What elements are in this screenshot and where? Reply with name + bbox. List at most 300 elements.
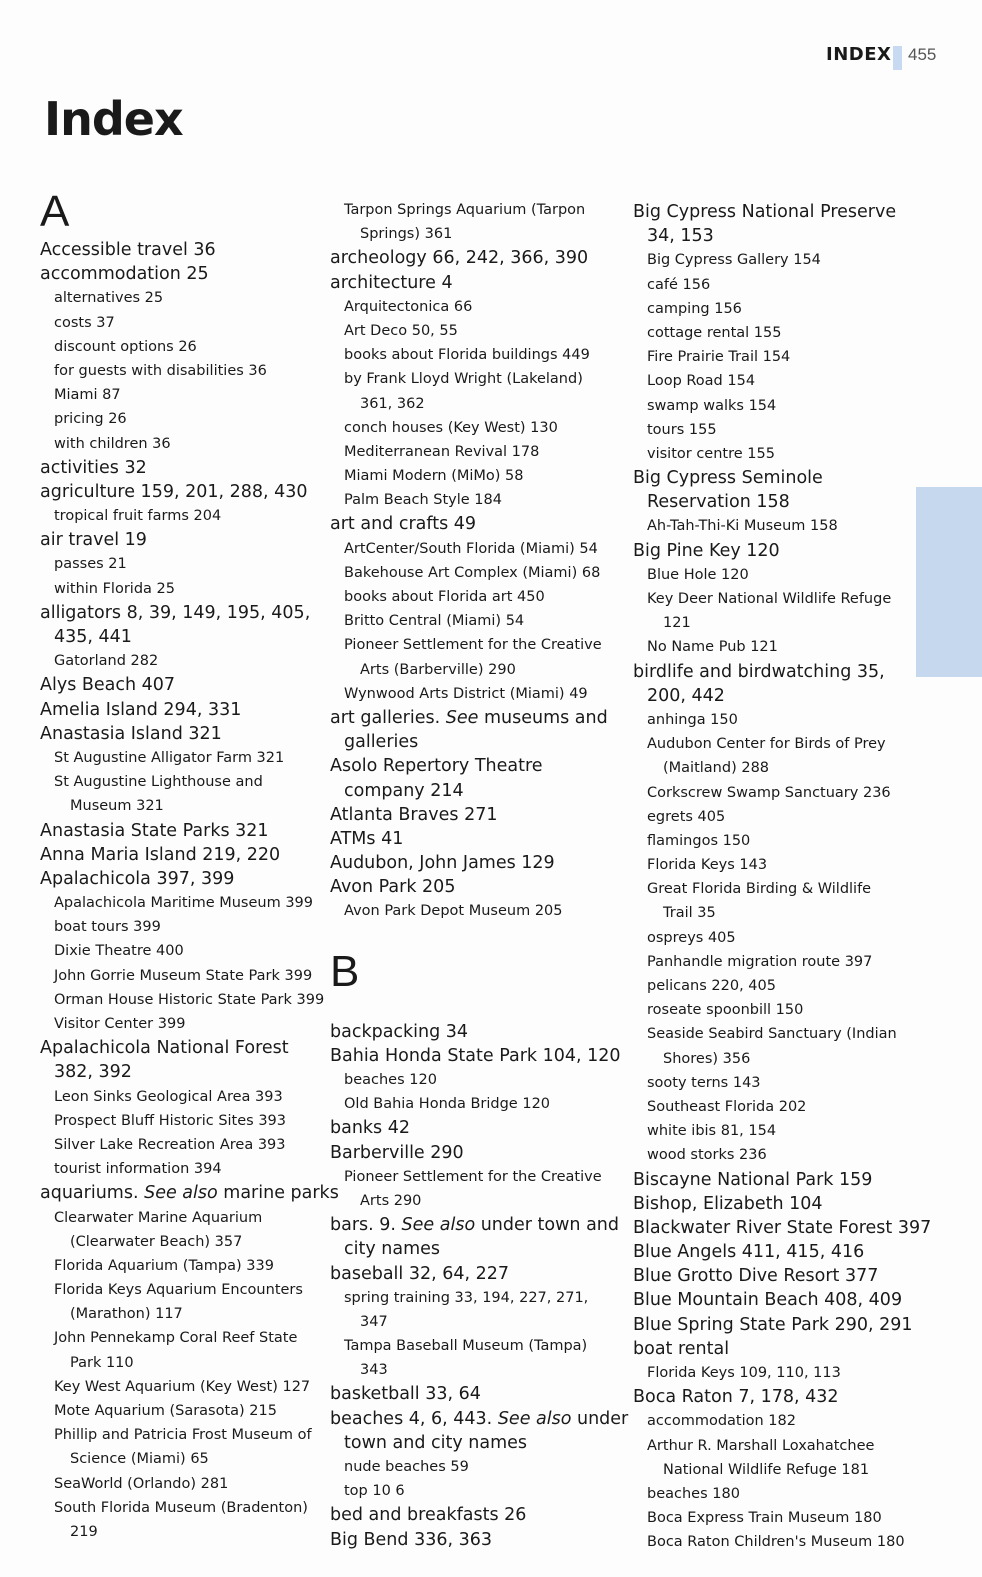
entry-line: agriculture 159, 201, 288, 430 — [40, 481, 308, 502]
entry-line: Audubon Center for Birds of Prey — [647, 736, 886, 753]
entry-line: Shores) 356 — [663, 1050, 751, 1067]
entry-line: Barberville 290 — [330, 1142, 464, 1163]
index-subentry — [40, 1496, 320, 1544]
index-subentry — [40, 359, 320, 383]
index-entry — [633, 539, 908, 563]
index-entry — [633, 1385, 908, 1409]
index-subentry — [330, 488, 620, 512]
entry-line: pelicans 220, 405 — [647, 978, 776, 994]
entry-line: egrets 405 — [647, 808, 726, 825]
entry-line: Boca Raton Children's Museum 180 — [647, 1534, 905, 1551]
entry-line: Silver Lake Recreation Area 393 — [54, 1136, 286, 1153]
index-subentry — [330, 1068, 620, 1092]
index-subentry — [40, 1109, 320, 1133]
index-subentry — [330, 585, 620, 609]
index-subentry — [330, 367, 620, 415]
entry-line: Southeast Florida 202 — [647, 1098, 807, 1115]
entry-line: wood storks 236 — [647, 1147, 767, 1164]
index-subentry — [633, 248, 908, 272]
index-subentry — [330, 537, 620, 561]
index-subentry — [633, 635, 908, 659]
entry-line: Mote Aquarium (Sarasota) 215 — [54, 1403, 277, 1419]
index-subentry — [40, 1206, 320, 1254]
index-subentry — [633, 732, 908, 780]
index-entry — [330, 1044, 620, 1068]
entry-line: Tampa Baseball Museum (Tampa) — [344, 1338, 588, 1355]
entry-line: roseate spoonbill 150 — [647, 1002, 804, 1019]
index-subentry — [40, 311, 320, 335]
entry-line: sooty terns 143 — [647, 1074, 761, 1091]
index-entry — [633, 1216, 932, 1240]
entry-line: galleries — [344, 732, 419, 753]
index-subentry — [40, 432, 320, 456]
entry-line: Mediterranean Revival 178 — [344, 443, 540, 460]
entry-line: Seaside Seabird Sanctuary (Indian — [647, 1026, 897, 1043]
entry-line: Orman House Historic State Park 399 — [54, 991, 325, 1008]
entry-line: Arts 290 — [360, 1192, 422, 1209]
index-entry — [330, 706, 620, 754]
index-subentry — [633, 394, 908, 418]
index-subentry — [40, 1399, 320, 1423]
entry-line: alternatives 25 — [54, 290, 164, 307]
entry-line: costs 37 — [54, 314, 115, 331]
index-subentry — [40, 1012, 320, 1036]
entry-line: camping 156 — [647, 300, 742, 317]
index-subentry — [40, 964, 320, 988]
entry-line: 34, 153 — [647, 226, 714, 247]
index-entry — [40, 456, 320, 480]
index-subentry — [633, 1071, 908, 1095]
index-subentry — [330, 416, 620, 440]
index-entry — [633, 1264, 908, 1288]
entry-line: Gatorland 282 — [54, 653, 159, 670]
index-subentry — [330, 1479, 620, 1503]
entry-line: Reservation 158 — [647, 492, 790, 513]
entry-line: Blue Hole 120 — [647, 566, 749, 583]
index-subentry — [40, 286, 320, 310]
entry-line: ospreys 405 — [647, 929, 736, 946]
index-subentry — [633, 1095, 908, 1119]
entry-line: beaches 4, 6, 443. See also under — [330, 1408, 629, 1429]
index-subentry — [40, 915, 320, 939]
section-letter: B — [330, 946, 360, 996]
entry-line: 347 — [360, 1313, 388, 1330]
entry-line: No Name Pub 121 — [647, 639, 778, 656]
entry-line: Avon Park Depot Museum 205 — [344, 903, 563, 920]
header-accent-bar — [893, 46, 902, 70]
index-entry — [330, 512, 620, 536]
entry-line: Blue Angels 411, 415, 416 — [633, 1242, 865, 1263]
entry-line: 121 — [663, 615, 691, 632]
entry-line: birdlife and birdwatching 35, — [633, 661, 885, 682]
entry-line: company 214 — [344, 780, 464, 801]
index-subentry — [330, 319, 620, 343]
entry-line: Blackwater River State Forest 397 — [633, 1217, 932, 1238]
index-entry — [633, 660, 908, 708]
entry-line: Corkscrew Swamp Sanctuary 236 — [647, 784, 891, 801]
index-subentry — [633, 926, 908, 950]
index-subentry — [330, 1165, 620, 1213]
index-subentry — [330, 440, 620, 464]
entry-line: Panhandle migration route 397 — [647, 953, 873, 970]
index-subentry — [330, 343, 620, 367]
entry-line: Leon Sinks Geological Area 393 — [54, 1088, 283, 1105]
entry-line: Big Bend 336, 363 — [330, 1529, 493, 1550]
index-subentry — [633, 1022, 908, 1070]
index-subentry — [633, 1143, 908, 1167]
entry-line: Arts (Barberville) 290 — [360, 661, 516, 678]
index-subentry — [330, 609, 620, 633]
entry-line: Florida Keys 109, 110, 113 — [647, 1365, 841, 1381]
index-subentry — [633, 950, 908, 974]
index-entry — [330, 1262, 620, 1286]
entry-line: Asolo Repertory Theatre — [330, 756, 543, 777]
entry-line: Boca Express Train Museum 180 — [647, 1510, 882, 1527]
index-subentry — [40, 577, 320, 601]
entry-line: by Frank Lloyd Wright (Lakeland) — [344, 371, 583, 388]
index-subentry — [40, 504, 320, 528]
index-subentry — [40, 552, 320, 576]
index-subentry — [330, 1334, 620, 1382]
entry-line: activities 32 — [40, 457, 147, 478]
entry-line: Apalachicola National Forest — [40, 1038, 289, 1059]
index-entry — [633, 466, 908, 514]
entry-line: St Augustine Lighthouse and — [54, 774, 263, 791]
index-subentry — [40, 1375, 320, 1399]
entry-line: Florida Aquarium (Tampa) 339 — [54, 1257, 274, 1274]
entry-line: John Pennekamp Coral Reef State — [54, 1330, 298, 1347]
entry-line: Springs) 361 — [360, 226, 453, 243]
index-subentry — [40, 407, 320, 431]
index-entry — [330, 875, 620, 899]
entry-line: ArtCenter/South Florida (Miami) 54 — [344, 540, 598, 557]
index-entry — [633, 1337, 908, 1361]
index-subentry — [330, 464, 620, 488]
index-subentry — [40, 1157, 320, 1181]
index-subentry — [330, 899, 620, 923]
index-subentry — [40, 1423, 320, 1471]
entry-line: tourist information 394 — [54, 1161, 222, 1178]
entry-line: alligators 8, 39, 149, 195, 405, — [40, 602, 311, 623]
entry-line: Palm Beach Style 184 — [344, 492, 502, 509]
index-entry — [633, 1240, 908, 1264]
index-column-1 — [40, 187, 339, 1544]
entry-line: Boca Raton 7, 178, 432 — [633, 1387, 839, 1408]
index-entry — [633, 1192, 908, 1216]
entry-line: Anna Maria Island 219, 220 — [40, 844, 281, 865]
index-subentry — [633, 708, 908, 732]
index-entry — [40, 601, 320, 649]
index-subentry — [633, 1506, 908, 1530]
index-entry — [40, 262, 320, 286]
entry-line: accommodation 25 — [40, 264, 209, 285]
index-subentry — [633, 805, 908, 829]
index-subentry — [40, 891, 320, 915]
entry-line: Arthur R. Marshall Loxahatchee — [647, 1437, 875, 1454]
entry-line: café 156 — [647, 276, 711, 293]
entry-line: aquariums. See also marine parks — [40, 1183, 339, 1204]
index-subentry — [633, 321, 908, 345]
entry-line: Key West Aquarium (Key West) 127 — [54, 1378, 311, 1395]
index-subentry — [633, 1482, 908, 1506]
entry-line: Accessible travel 36 — [40, 240, 216, 260]
entry-line: accommodation 182 — [647, 1413, 796, 1430]
index-subentry — [633, 418, 908, 442]
entry-line: conch houses (Key West) 130 — [344, 419, 558, 436]
index-entry — [330, 803, 620, 827]
entry-line: anhinga 150 — [647, 711, 738, 728]
index-subentry — [330, 561, 620, 585]
index-entry — [633, 200, 908, 248]
entry-line: backpacking 34 — [330, 1021, 469, 1042]
entry-line: Clearwater Marine Aquarium — [54, 1209, 263, 1226]
section-letter: A — [40, 187, 70, 236]
index-entry — [330, 827, 620, 851]
entry-line: Ah-Tah-Thi-Ki Museum 158 — [647, 518, 838, 535]
entry-line: Amelia Island 294, 331 — [40, 699, 242, 720]
entry-line: city names — [344, 1239, 441, 1260]
entry-line: beaches 180 — [647, 1485, 740, 1502]
entry-line: 200, 442 — [647, 685, 725, 706]
entry-line: Anastasia State Parks 321 — [40, 820, 269, 841]
index-entry — [330, 246, 620, 270]
index-entry — [330, 1503, 620, 1527]
index-subentry — [330, 1286, 620, 1334]
index-subentry — [633, 587, 908, 635]
index-subentry — [330, 198, 620, 246]
index-subentry — [633, 1119, 908, 1143]
entry-line: SeaWorld (Orlando) 281 — [54, 1475, 229, 1492]
entry-line: Phillip and Patricia Frost Museum of — [54, 1427, 312, 1444]
entry-line: architecture 4 — [330, 272, 453, 293]
index-subentry — [633, 998, 908, 1022]
entry-line: Audubon, John James 129 — [330, 853, 555, 874]
entry-line: cottage rental 155 — [647, 324, 782, 341]
entry-line: Atlanta Braves 271 — [330, 804, 498, 825]
entry-line: Visitor Center 399 — [54, 1016, 186, 1032]
index-entry — [40, 819, 320, 843]
entry-line: (Clearwater Beach) 357 — [70, 1233, 243, 1250]
entry-line: art and crafts 49 — [330, 514, 477, 535]
entry-line: Art Deco 50, 55 — [344, 322, 458, 339]
entry-line: air travel 19 — [40, 530, 147, 551]
entry-line: discount options 26 — [54, 338, 197, 355]
entry-line: John Gorrie Museum State Park 399 — [54, 967, 313, 984]
entry-line: top 10 6 — [344, 1483, 405, 1500]
entry-line: Tarpon Springs Aquarium (Tarpon — [344, 202, 586, 218]
entry-line: Big Cypress Seminole — [633, 468, 823, 489]
index-subentry — [40, 1133, 320, 1157]
index-subentry — [40, 1326, 320, 1374]
index-entry — [330, 754, 620, 802]
entry-line: visitor centre 155 — [647, 445, 775, 462]
entry-line: flamingos 150 — [647, 832, 751, 849]
entry-line: Britto Central (Miami) 54 — [344, 613, 525, 630]
running-header: INDEX — [826, 44, 892, 65]
index-subentry — [330, 633, 620, 681]
index-subentry — [633, 442, 908, 466]
index-subentry — [330, 1455, 620, 1479]
index-subentry — [40, 1254, 320, 1278]
entry-line: Apalachicola 397, 399 — [40, 868, 235, 889]
entry-line: spring training 33, 194, 227, 271, — [344, 1289, 589, 1306]
entry-line: beaches 120 — [344, 1072, 437, 1088]
entry-line: Loop Road 154 — [647, 373, 756, 390]
index-subentry — [633, 1530, 908, 1554]
index-subentry — [633, 1409, 908, 1433]
index-subentry — [40, 939, 320, 963]
entry-line: 219 — [70, 1523, 98, 1540]
entry-line: banks 42 — [330, 1118, 411, 1139]
thumb-index-tab — [916, 487, 982, 677]
index-subentry — [633, 345, 908, 369]
entry-line: Dixie Theatre 400 — [54, 943, 184, 960]
entry-line: Wynwood Arts District (Miami) 49 — [344, 685, 588, 702]
index-entry — [330, 1407, 629, 1455]
entry-line: white ibis 81, 154 — [647, 1123, 777, 1140]
entry-line: Biscayne National Park 159 — [633, 1169, 873, 1190]
index-entry — [633, 1168, 908, 1192]
index-entry — [330, 1141, 620, 1165]
entry-line: tours 155 — [647, 421, 717, 438]
entry-line: for guests with disabilities 36 — [54, 362, 267, 379]
entry-line: Blue Grotto Dive Resort 377 — [633, 1266, 879, 1287]
index-subentry — [40, 988, 325, 1012]
index-subentry — [633, 369, 908, 393]
index-subentry — [633, 974, 908, 998]
index-subentry — [633, 1434, 908, 1482]
index-subentry — [40, 1278, 320, 1326]
index-entry — [40, 722, 320, 746]
entry-line: archeology 66, 242, 366, 390 — [330, 248, 589, 269]
index-subentry — [330, 295, 620, 319]
entry-line: Park 110 — [70, 1354, 134, 1371]
entry-line: Trail 35 — [663, 905, 716, 922]
entry-line: Florida Keys 143 — [647, 857, 768, 874]
entry-line: Big Pine Key 120 — [633, 540, 780, 561]
entry-line: 343 — [360, 1362, 388, 1379]
index-entry — [633, 1313, 913, 1337]
index-subentry — [633, 853, 908, 877]
entry-line: Alys Beach 407 — [40, 675, 176, 696]
entry-line: Miami 87 — [54, 387, 121, 404]
entry-line: Avon Park 205 — [330, 877, 456, 898]
entry-line: bars. 9. See also under town and — [330, 1215, 619, 1236]
index-subentry — [40, 770, 320, 818]
page-title: Index — [44, 92, 183, 146]
index-subentry — [633, 563, 908, 587]
entry-line: Bahia Honda State Park 104, 120 — [330, 1045, 621, 1066]
entry-line: boat rental — [633, 1338, 730, 1359]
entry-line: town and city names — [344, 1432, 528, 1453]
entry-line: St Augustine Alligator Farm 321 — [54, 749, 285, 766]
index-entry — [330, 1116, 620, 1140]
entry-line: Fire Prairie Trail 154 — [647, 349, 791, 366]
index-subentry — [633, 877, 908, 925]
entry-line: Arquitectonica 66 — [344, 298, 473, 315]
entry-line: 361, 362 — [360, 395, 425, 412]
index-subentry — [633, 297, 908, 321]
entry-line: Miami Modern (MiMo) 58 — [344, 468, 524, 485]
entry-line: with children 36 — [54, 435, 171, 452]
entry-line: Bishop, Elizabeth 104 — [633, 1193, 823, 1214]
entry-line: art galleries. See museums and — [330, 707, 608, 728]
index-entry — [40, 698, 320, 722]
entry-line: South Florida Museum (Bradenton) — [54, 1499, 308, 1516]
entry-line: Blue Mountain Beach 408, 409 — [633, 1290, 903, 1311]
index-subentry — [40, 649, 320, 673]
index-entry — [40, 673, 320, 697]
entry-line: boat tours 399 — [54, 919, 161, 936]
entry-line: baseball 32, 64, 227 — [330, 1263, 510, 1284]
index-entry — [330, 1528, 620, 1552]
entry-line: 435, 441 — [54, 627, 132, 647]
entry-line: 382, 392 — [54, 1062, 132, 1083]
index-subentry — [633, 829, 908, 853]
index-subentry — [40, 746, 320, 770]
index-entry — [40, 238, 320, 262]
entry-line: (Marathon) 117 — [70, 1306, 183, 1323]
index-entry — [633, 1288, 908, 1312]
index-subentry — [40, 1472, 320, 1496]
entry-line: pricing 26 — [54, 411, 127, 428]
entry-line: Big Cypress Gallery 154 — [647, 252, 821, 269]
index-subentry — [40, 335, 320, 359]
index-subentry — [330, 1092, 620, 1116]
entry-line: Apalachicola Maritime Museum 399 — [54, 895, 314, 912]
index-entry — [40, 843, 320, 867]
entry-line: within Florida 25 — [54, 580, 175, 597]
entry-line: nude beaches 59 — [344, 1459, 469, 1475]
index-subentry — [633, 273, 908, 297]
entry-line: Anastasia Island 321 — [40, 723, 222, 744]
index-entry — [40, 1036, 320, 1084]
entry-line: books about Florida art 450 — [344, 589, 545, 605]
index-entry — [40, 528, 320, 552]
entry-line: bed and breakfasts 26 — [330, 1505, 527, 1526]
entry-line: (Maitland) 288 — [663, 760, 770, 777]
index-subentry — [40, 383, 320, 407]
entry-line: Key Deer National Wildlife Refuge — [647, 591, 892, 607]
index-entry — [40, 1181, 339, 1205]
entry-line: Florida Keys Aquarium Encounters — [54, 1282, 303, 1299]
entry-line: Pioneer Settlement for the Creative — [344, 637, 602, 654]
entry-line: Science (Miami) 65 — [70, 1451, 209, 1468]
index-entry — [330, 851, 620, 875]
entry-line: Pioneer Settlement for the Creative — [344, 1168, 602, 1185]
entry-line: swamp walks 154 — [647, 397, 777, 414]
index-subentry — [330, 682, 620, 706]
entry-line: passes 21 — [54, 556, 127, 573]
entry-line: National Wildlife Refuge 181 — [663, 1461, 870, 1478]
index-subentry — [40, 1085, 320, 1109]
index-column-2 — [330, 198, 629, 1552]
entry-line: tropical fruit farms 204 — [54, 508, 222, 525]
entry-line: Museum 321 — [70, 798, 164, 815]
index-entry — [330, 271, 620, 295]
index-subentry — [633, 781, 908, 805]
index-subentry — [633, 1361, 908, 1385]
index-entry — [330, 1020, 620, 1044]
entry-line: Big Cypress National Preserve — [633, 202, 897, 222]
entry-line: Great Florida Birding & Wildlife — [647, 881, 872, 898]
index-entry — [330, 1382, 620, 1406]
index-entry — [330, 1213, 620, 1261]
entry-line: books about Florida buildings 449 — [344, 347, 590, 364]
index-entry — [40, 480, 320, 504]
entry-line: Blue Spring State Park 290, 291 — [633, 1314, 913, 1335]
entry-line: Bakehouse Art Complex (Miami) 68 — [344, 564, 601, 581]
